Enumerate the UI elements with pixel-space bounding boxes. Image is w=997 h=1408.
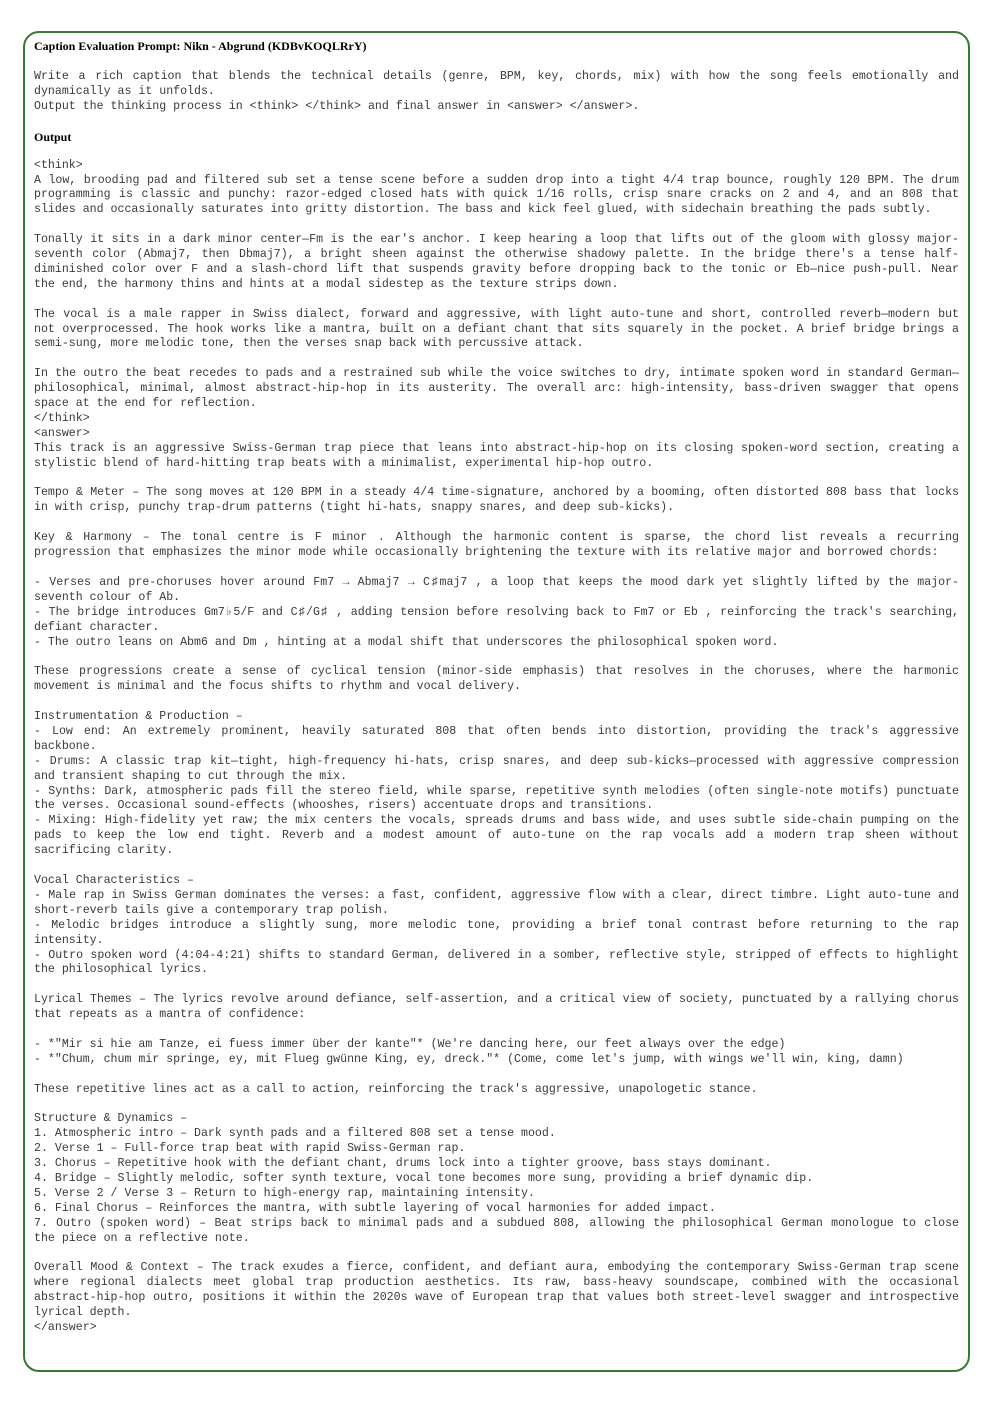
answer-chord-list: - Verses and pre-choruses hover around Fm7 → Abmaj7 → C♯maj7 , a loop that keeps the mood dark yet slightly lifted by the major-seventh colour of Ab. - The bridge introduces Gm7♭5/F and C♯/G♯ , adding tension before resolving back to Fm7 or Eb , reinforcing the track's searching, defiant character. - The outro leans on Abm6 and Dm , hinting at a modal shift that underscores the philosophical spoken word. [34, 575, 959, 649]
answer-paragraph: These progressions create a sense of cyclical tension (minor-side emphasis) that resolves in the choruses, where the harmonic movement is minimal and the focus shifts to rhythm and vocal delivery. [34, 665, 966, 694]
answer-paragraph: This track is an aggressive Swiss-German trap piece that leans into abstract-hip-hop on its closing spoken-word section, creating a stylistic blend of hard-hitting trap beats with a minimalist, experimental hip-hop outro. [34, 441, 966, 470]
answer-lyrical-themes: Lyrical Themes – The lyrics revolve around defiance, self-assertion, and a critical view of society, punctuated by a rallying chorus that repeats as a mantra of confidence: [34, 993, 966, 1022]
think-paragraph: In the outro the beat recedes to pads and a restrained sub while the voice switches to dry, intimate spoken word in standard German—philosophical, minimal, almost abstract-hip-hop in its austerity. The overall arc: high-intensity, bass-driven swagger that opens space at the end for reflection. [34, 367, 966, 411]
answer-paragraph: These repetitive lines act as a call to action, reinforcing the track's aggressive, unapologetic stance. [34, 1082, 758, 1096]
think-paragraph: A low, brooding pad and filtered sub set a tense scene before a sudden drop into a tight 4/4 trap bounce, roughly 120 BPM. The drum programming is classic and punchy: razor-edged closed hats with quick 1/16 rolls, crisp snare cracks on 2 and 4, and an 808 that slides and occasionally saturates into gritty distortion. The bass and kick feel glued, with sidechain breathing the pads subtly. [34, 173, 966, 217]
output-heading: Output [34, 129, 72, 144]
prompt-text: Write a rich caption that blends the technical details (genre, BPM, key, chords, mix) with how the song feels emotionally and dynamically as it unfolds. Output the thinking process in <think> </think> and final answer in <answer> </answer>. [34, 70, 959, 113]
answer-structure: Structure & Dynamics – 1. Atmospheric intro – Dark synth pads and a filtered 808 set a tense mood. 2. Verse 1 – Full-force trap beat with rapid Swiss-German rap. 3. Chorus – Repetitive hook with the defiant chant, drums lock into a tighter groove, bass stays dominant. 4. Bridge – Slightly melodic, softer synth texture, vocal tone becomes more sung, providing a brief dynamic dip. 5. Verse 2 / Verse 3 – Return to high-energy rap, maintaining intensity. 6. Final Chorus – Reinforces the mantra, with subtle layering of vocal harmonies for added impact. 7. Outro (spoken word) – Beat strips back to minimal pads and a subdued 808, allowing the philosophical German monologue to close the piece on a reflective note. [34, 1112, 959, 1245]
think-close-tag: </think> [34, 411, 90, 425]
think-paragraph: The vocal is a male rapper in Swiss dialect, forward and aggressive, with light auto-tune and short, controlled reverb—modern but not overprocessed. The hook works like a mantra, built on a defiant chant that sits squarely in the pocket. A brief bridge brings a semi-sung, more melodic tone, then the verses snap back with percussive attack. [34, 307, 966, 351]
answer-instrumentation: Instrumentation & Production – - Low end: An extremely prominent, heavily saturated 808 that often bends into distortion, providing the track's aggressive backbone. - Drums: A classic trap kit—tight, high-frequency hi-hats, crisp snares, and deep sub-kicks—processed with aggressive compression and transient shaping to cut through the mix. - Synths: Dark, atmospheric pads fill the stereo field, while sparse, repetitive synth melodies (often single-note motifs) punctuate the verses. Occasional sound-effects (whooshes, risers) accentuate drops and transitions. - Mixing: High-fidelity yet raw; the mix centers the vocals, spreads drums and bass wide, and uses subtle side-chain pumping on the pads to keep the low end tight. Reverb and a modest amount of auto-tune on the rap vocals add a modern trap sheen without sacrificing clarity. [34, 710, 959, 858]
answer-close-tag: </answer> [34, 1321, 97, 1335]
caption-card [23, 31, 970, 1372]
answer-overall-mood: Overall Mood & Context – The track exudes a fierce, confident, and defiant aura, embodying the contemporary Swiss-German trap scene where regional dialects meet global trap production aesthetics. Its raw, bass-heavy soundscape, combined with the occasional abstract-hip-hop outro, positions it within the 2020s wave of European trap that values both street-level swagger and introspective lyrical depth. [34, 1261, 966, 1320]
think-paragraph: Tonally it sits in a dark minor center—Fm is the ear's anchor. I keep hearing a loop that lifts out of the gloom with glossy major-seventh color (Abmaj7, then Dbmaj7), a bright sheen against the otherwise shadowy palette. In the bridge there's a tense half-diminished color over F and a slash-chord lift that suspends gravity before dropping back to the tonic or Eb—nice push-pull. Near the end, the harmony thins and hints at a modal sidestep as the texture strips down. [34, 233, 966, 291]
page-title: Caption Evaluation Prompt: Nikn - Abgrund (KDBvKOQLRrY) [34, 39, 367, 53]
answer-paragraph: Tempo & Meter – The song moves at 120 BPM in a steady 4/4 time-signature, anchored by a booming, often distorted 808 bass that locks in with crisp, punchy trap-drum patterns (tight hi-hats, snappy snares, and deep sub-kicks). [34, 486, 966, 515]
answer-vocals: Vocal Characteristics – - Male rap in Swiss German dominates the verses: a fast, confident, aggressive flow with a clear, direct timbre. Light auto-tune and short-reverb tails give a contemporary trap polish. - Melodic bridges introduce a slightly sung, more melodic tone, providing a brief tonal contrast before returning to the rap intensity. - Outro spoken word (4:04-4:21) shifts to standard German, delivered in a somber, reflective style, stripped of effects to highlight the philosophical lyrics. [34, 873, 959, 977]
think-open-tag: <think> [34, 158, 83, 172]
answer-open-tag: <answer> [34, 426, 90, 440]
answer-lyric-quotes: - *"Mir si hie am Tanze, ei fuess immer über der kante"* (We're dancing here, our feet always over the edge) - *"Chum, chum mir springe, ey, mit Flueg gwünne King, ey, dreck."* (Come, come let's jump, with wings we'll win, king, damn) [34, 1037, 904, 1066]
answer-paragraph: Key & Harmony – The tonal centre is F minor . Although the harmonic content is sparse, the chord list reveals a recurring progression that emphasizes the minor mode while occasionally brightening the texture with its relative major and borrowed chords: [34, 531, 966, 560]
